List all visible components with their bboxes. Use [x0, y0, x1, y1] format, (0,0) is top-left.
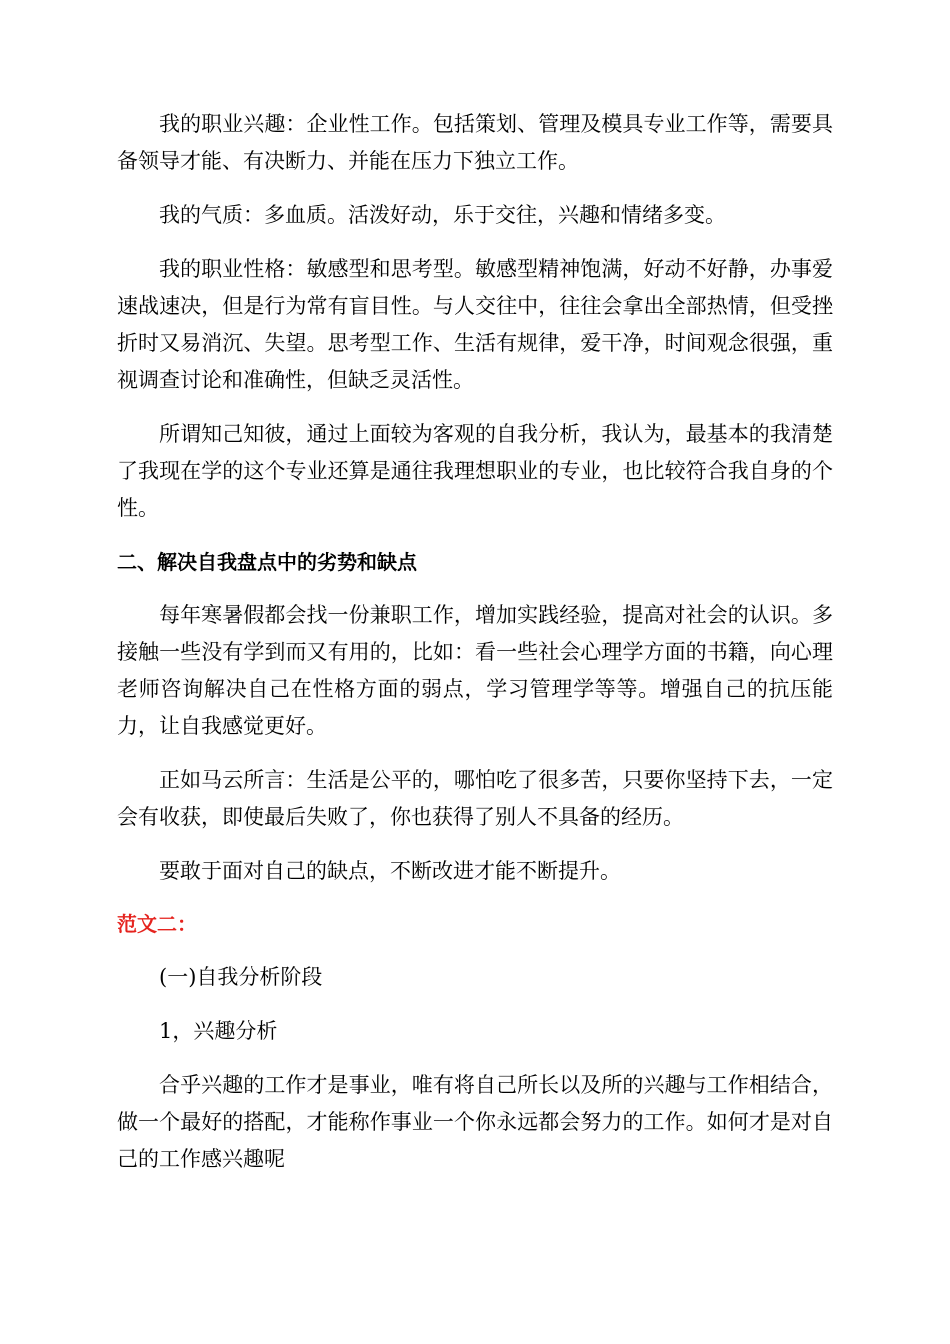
subsection-self-analysis: (一)自我分析阶段 [159, 965, 323, 989]
subsection-interest-analysis: 1，兴趣分析 [159, 1019, 278, 1043]
sample-heading: 范文二： [117, 912, 197, 936]
paragraph-temperament: 我的气质：多血质。活泼好动，乐于交往，兴趣和情绪多变。 [159, 203, 726, 227]
paragraph-jack-ma-quote: 正如马云所言：生活是公平的，哪怕吃了很多苦，只要你坚持下去，一定会有收获，即使最后失败了，你也获得了别人不具备的经历。 [117, 768, 833, 829]
paragraph-part-time-work: 每年寒暑假都会找一份兼职工作，增加实践经验，提高对社会的认识。多接触一些没有学到而又有用的，比如：看一些社会心理学方面的书籍，向心理老师咨询解决自己在性格方面的弱点，学习管理学等等。增强自己的抗压能力，让自我感觉更好。 [117, 603, 833, 738]
paragraph-interest-work: 合乎兴趣的工作才是事业，唯有将自己所长以及所的兴趣与工作相结合，做一个最好的搭配，才能称作事业一个你永远都会努力的工作。如何才是对自己的工作感兴趣呢 [117, 1073, 833, 1171]
section-heading-weaknesses: 二、解决自我盘点中的劣势和缺点 [117, 550, 417, 574]
paragraph-career-personality: 我的职业性格：敏感型和思考型。敏感型精神饱满，好动不好静，办事爱速战速决，但是行为常有盲目性。与人交往中，往往会拿出全部热情，但受挫折时又易消沉、失望。思考型工作、生活有规律，爱干净，时间观念很强，重视调查讨论和准确性，但缺乏灵活性。 [117, 257, 833, 392]
paragraph-career-interest: 我的职业兴趣：企业性工作。包括策划、管理及模具专业工作等，需要具备领导才能、有决断力、并能在压力下独立工作。 [117, 112, 833, 173]
paragraph-self-knowledge: 所谓知己知彼，通过上面较为客观的自我分析，我认为，最基本的我清楚了我现在学的这个专业还算是通往我理想职业的专业，也比较符合我自身的个性。 [117, 422, 833, 520]
paragraph-face-shortcomings: 要敢于面对自己的缺点，不断改进才能不断提升。 [159, 859, 621, 883]
document-page [117, 106, 833, 1178]
